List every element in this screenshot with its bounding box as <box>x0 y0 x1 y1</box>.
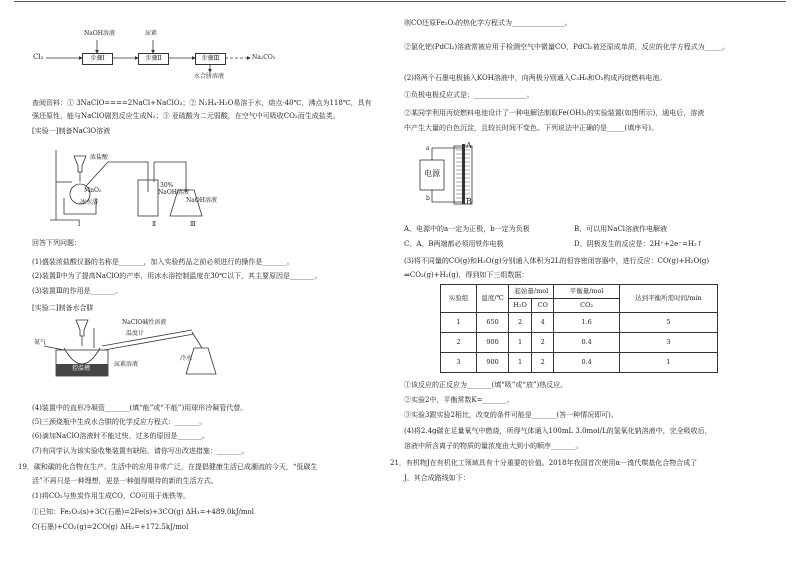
question-5: (5)三颈烧瓶中生成水合肼的化学反应方程式：_______。 <box>32 418 207 426</box>
right-text-line: 则CO还原Fe₂O₃的热化学方程式为_______________。 <box>404 19 572 27</box>
apparatus2-label-bath: 控温槽 <box>72 365 91 372</box>
electrolysis-label-b: b <box>426 195 430 202</box>
apparatus1-label-30pct: 30% <box>160 182 174 189</box>
problem-19-part3-cont: ⇌CO₂(g)+H₂(g)，得到如下三组数据： <box>404 271 529 279</box>
table-cell: 1 <box>619 353 717 373</box>
apparatus1-label-naoh: NaOH溶液 <box>158 189 189 196</box>
electrolysis-label-A: A <box>466 141 472 150</box>
problem-19-intro: 19．碳和碳的化合物在生产、生活中的应用非常广泛，在提倡健康生活已成潮流的今天，“低碳生 <box>18 463 318 471</box>
table-cell: 5 <box>619 313 717 333</box>
electrolysis-label-B: B <box>466 197 472 206</box>
left-text-line: 查阅资料：① 3NaClO====2NaCl+NaClO₃；② N₂H₄·H₂O易溶于水，熔点-40℃，沸点为118℃，具有 <box>32 99 372 107</box>
table-cell: 900 <box>476 333 508 353</box>
apparatus1-label-ii: Ⅱ <box>152 221 157 228</box>
apparatus1-label-icebath: 冰水浴 <box>80 199 99 206</box>
question-4: (4)装置中的直形冷凝管_______(填“能”或“不能”)用球形冷凝管代替。 <box>32 404 248 412</box>
problem-19-part2: (2)将两个石墨电极插入KOH溶液中，向两极分别通入C₃H₈和O₂构成丙烷燃料电池。 <box>404 74 667 82</box>
table-row <box>441 353 718 373</box>
option-b: B、可以用NaCl溶液作电解液 <box>574 225 668 233</box>
section-heading-exp2: [实验二]制备水合肼 <box>32 304 94 312</box>
table-subheader-co2: CO₂ <box>554 299 619 313</box>
table-cell: 650 <box>476 313 508 333</box>
electrolysis-power-label: 电源 <box>424 169 440 178</box>
table-header-temp: 温度/℃ <box>476 285 508 313</box>
question-3: (3)装置Ⅲ的作用是_______。 <box>32 287 123 295</box>
apparatus2-label-naclo: NaClO碱性溶液 <box>122 319 167 326</box>
table-cell: 2 <box>441 333 477 353</box>
problem-19-intro-cont: 活”不再只是一种理想，更是一种值得期待的新的生活方式。 <box>32 477 218 485</box>
apparatus-hydrazine-drawing <box>42 318 222 383</box>
table-subheader-co: CO <box>531 299 554 313</box>
right-text-line: 中产生大量的白色沉淀，且较长时间不变色。下列说法中正确的是_____(填序号)。 <box>404 124 658 132</box>
table-subheader-h2o: H₂O <box>509 299 532 313</box>
right-text-line: ②氯化钯(PdCl₂)溶液常被应用于检测空气中微量CO，PdCl₂被还原成单质，反应的化学方程式为_____。 <box>404 43 730 51</box>
apparatus2-label-coldwater: 冷水 <box>180 355 193 362</box>
experiment-data-table <box>440 284 718 373</box>
equation-2: C(石墨)+CO₂(g)=2CO(g) ΔH₂=+172.5kJ/mol <box>32 523 189 531</box>
problem-19-part4-cont: 溶液中所含离子的物质的量浓度由大到小的顺序_______。 <box>404 442 583 450</box>
apparatus1-label-iii: Ⅲ <box>190 221 196 228</box>
apparatus1-label-hcl: 浓盐酸 <box>90 154 109 161</box>
equation-1: ①已知：Fe₂O₃(s)+3C(石墨)=2Fe(s)+3CO(g) ΔH₁=+489.0kJ/mol <box>32 508 254 516</box>
option-d: D、阴极发生的反应是：2H⁺+2e⁻=H₂↑ <box>574 240 703 248</box>
table-cell: 3 <box>619 333 717 353</box>
flow-reagent-urea: 尿素 <box>145 30 158 37</box>
problem-19-part4: (4)将2.4g碳在足量氧气中燃烧，所得气体通入100mL 3.0mol/L的氢氧化钠溶液中，完全吸收后， <box>404 427 712 435</box>
table-cell: 1.6 <box>554 313 619 333</box>
question-6: (6)滴加NaClO溶液时不能过快、过多的原因是_______。 <box>32 432 210 440</box>
apparatus1-label-i: Ⅰ <box>78 221 81 228</box>
option-a: A、电源中的a一定为正极，b一定为负极 <box>404 225 530 233</box>
problem-19-part3: (3)将不同量的CO(g)和H₂O(g)分别通入体积为2L的恒容密闭容器中，进行反应：CO(g)+H₂O(g) <box>404 257 710 265</box>
table-header-group: 实验组 <box>441 285 477 313</box>
question-7: (7)有同学认为该实验收集装置有缺陷，请你写出改进措施：_______。 <box>32 447 249 455</box>
problem-19-part1: (1)将CO₂与焦炭作用生成CO，CO可用于炼铁等。 <box>32 492 191 500</box>
right-text-line: ②某同学利用丙烷燃料电池设计了一种电解法制取Fe(OH)₂的实验装置(如图所示)，通电后，溶液 <box>404 109 705 117</box>
apparatus-naclo-drawing <box>50 142 220 227</box>
table-cell: 0.4 <box>554 353 619 373</box>
table-cell: 3 <box>441 353 477 373</box>
flow-step2-box: 步骤Ⅱ <box>138 53 169 65</box>
question-3-2: ②实验2中，平衡常数K=_______。 <box>404 396 515 404</box>
right-text-line: ①负极电极反应式是：_______________。 <box>404 91 534 99</box>
table-header-start: 起始量/mol <box>509 285 554 299</box>
left-text-line: 回答下列问题： <box>32 239 81 247</box>
apparatus1-label-mno2: MnO₂ <box>84 187 102 194</box>
question-3-1: ①该反应的正反应为_______(填“吸”或“放”)热反应。 <box>404 381 568 389</box>
apparatus2-label-nitrogen: 氮气 <box>34 339 47 346</box>
table-cell: 1 <box>509 353 532 373</box>
table-cell: 4 <box>531 313 554 333</box>
flow-output: 水合肼溶液 <box>194 73 225 80</box>
option-c: C、A、B两端都必须用铁作电极 <box>404 240 504 248</box>
problem-21-intro-cont: J，其合成路线如下： <box>404 474 470 482</box>
flow-product: Na₂CO₃ <box>252 54 276 61</box>
table-cell: 2 <box>531 333 554 353</box>
apparatus2-label-thermometer: 温度计 <box>126 330 145 337</box>
question-2: (2)装置Ⅱ中为了提高NaClO的产率，用冰水浴控制温度在30℃以下，其主要原因是_______。 <box>32 272 322 280</box>
flow-step1-box: 步骤Ⅰ <box>82 53 113 65</box>
table-cell: 900 <box>476 353 508 373</box>
left-text-line: 强还原性，能与NaClO剧烈反应生成N₂；③ 亚硫酸为二元弱酸，在空气中可吸收CO₂而生成盐类。 <box>32 112 340 120</box>
table-row <box>441 313 718 333</box>
table-cell: 1 <box>509 333 532 353</box>
table-cell: 2 <box>531 353 554 373</box>
table-cell: 2 <box>509 313 532 333</box>
flow-input: Cl₂ <box>33 53 44 61</box>
table-cell: 1 <box>441 313 477 333</box>
section-heading-exp1: [实验一]制备NaClO溶液 <box>32 127 111 135</box>
question-3-3: ③实验3跟实验2相比，改变的条件可能是_______(答一种情况即可)。 <box>404 411 618 419</box>
table-row <box>441 333 718 353</box>
flow-step3-box: 步骤Ⅲ <box>195 53 226 65</box>
apparatus2-label-urea: 尿素溶液 <box>114 361 139 368</box>
table-header-time: 达到平衡所需时间/min <box>619 285 717 313</box>
table-header-equilibrium: 平衡量/mol <box>554 285 619 299</box>
question-1: (1)盛装浓盐酸仪器的名称是_______，加入实验药品之前必须进行的操作是_______。 <box>32 258 294 266</box>
problem-21-intro: 21．有机物J在有机化工领域具有十分重要的价值。2018年我国首次使用α－溴代羰基化合物合成了 <box>390 459 698 467</box>
table-cell: 0.4 <box>554 333 619 353</box>
apparatus1-label-naoh-iii: NaOH溶液 <box>186 197 217 204</box>
electrolysis-label-a: a <box>426 145 430 152</box>
flow-reagent-naoh: NaOH溶液 <box>84 30 115 37</box>
